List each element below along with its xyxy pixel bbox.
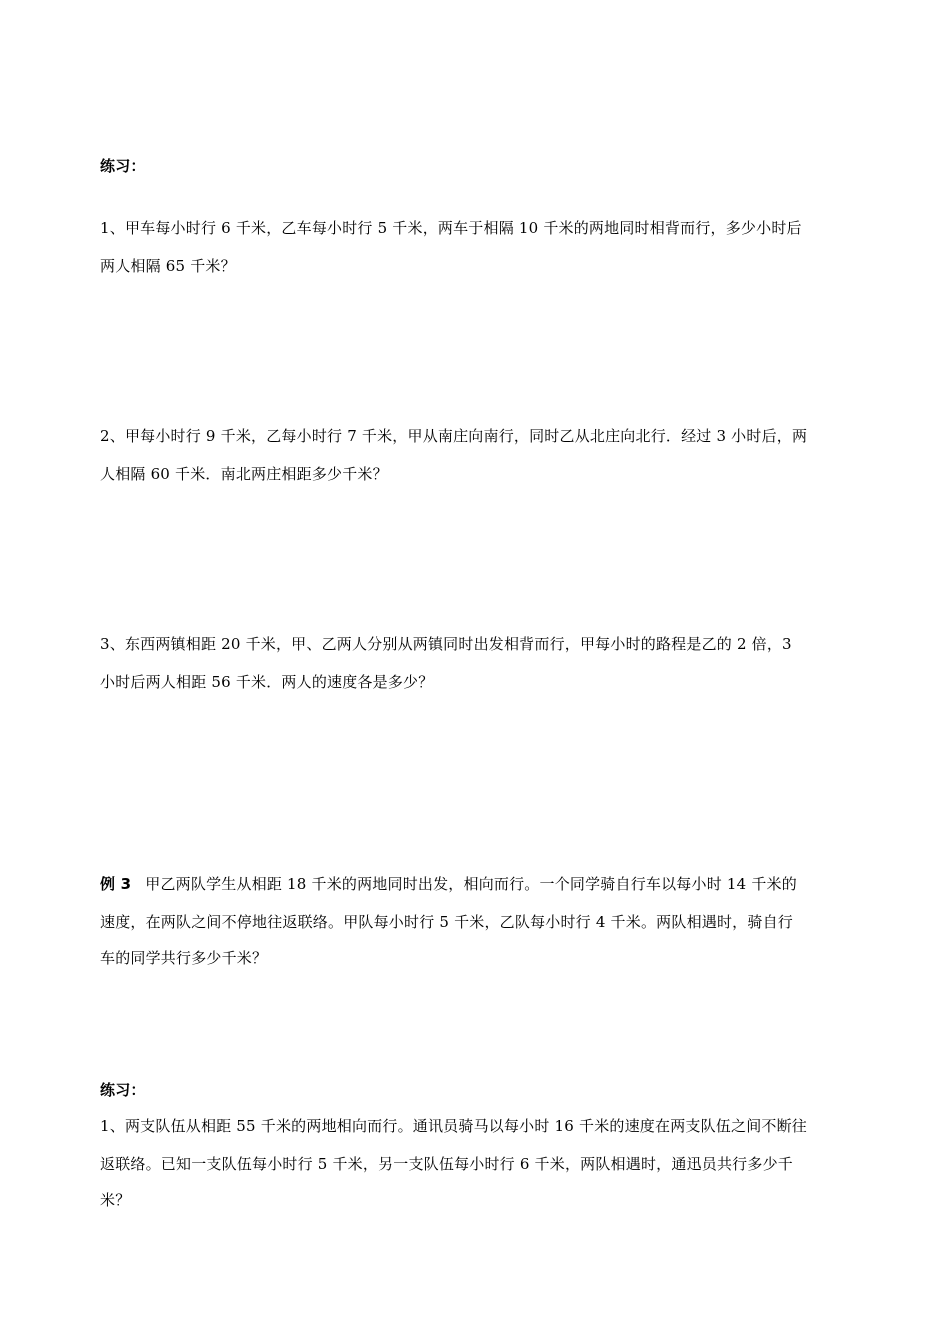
example-3-text-1: 甲乙两队学生从相距 18 千米的两地同时出发，相向而行。一个同学骑自行车以每小时 14 千米的 [145, 875, 797, 893]
practice-2-problem-1-line-1: 1、两支队伍从相距 55 千米的两地相向而行。通讯员骑马以每小时 16 千米的速度在两支队伍之间不断往 [100, 1117, 807, 1135]
problem-1-line-1: 1、甲车每小时行 6 千米，乙车每小时行 5 千米，两车于相隔 10 千米的两地同时相背而行，多少小时后 [100, 219, 802, 237]
practice-heading-1: 练习： [100, 157, 146, 175]
problem-1-line-2: 两人相隔 65 千米？ [100, 257, 236, 275]
example-3-line-3: 车的同学共行多少千米？ [100, 949, 268, 967]
example-3-line-1 [100, 874, 870, 894]
example-3-line-2: 速度，在两队之间不停地往返联络。甲队每小时行 5 千米，乙队每小时行 4 千米。两队相遇时，骑自行 [100, 913, 793, 931]
problem-3-line-2: 小时后两人相距 56 千米．两人的速度各是多少？ [100, 673, 434, 691]
problem-2-line-2: 人相隔 60 千米．南北两庄相距多少千米？ [100, 465, 388, 483]
example-3-label: 例 3 [100, 875, 132, 893]
problem-2-line-1: 2、甲每小时行 9 千米，乙每小时行 7 千米，甲从南庄向南行，同时乙从北庄向北行．经过 3 小时后，两 [100, 427, 808, 445]
practice-2-problem-1-line-2: 返联络。已知一支队伍每小时行 5 千米，另一支队伍每小时行 6 千米，两队相遇时，通迅员共行多少千 [100, 1155, 793, 1173]
practice-2-problem-1-line-3: 米？ [100, 1191, 131, 1209]
practice-heading-2: 练习： [100, 1081, 146, 1099]
problem-3-line-1: 3、东西两镇相距 20 千米，甲、乙两人分别从两镇同时出发相背而行，甲每小时的路程是乙的 2 倍，3 [100, 635, 792, 653]
